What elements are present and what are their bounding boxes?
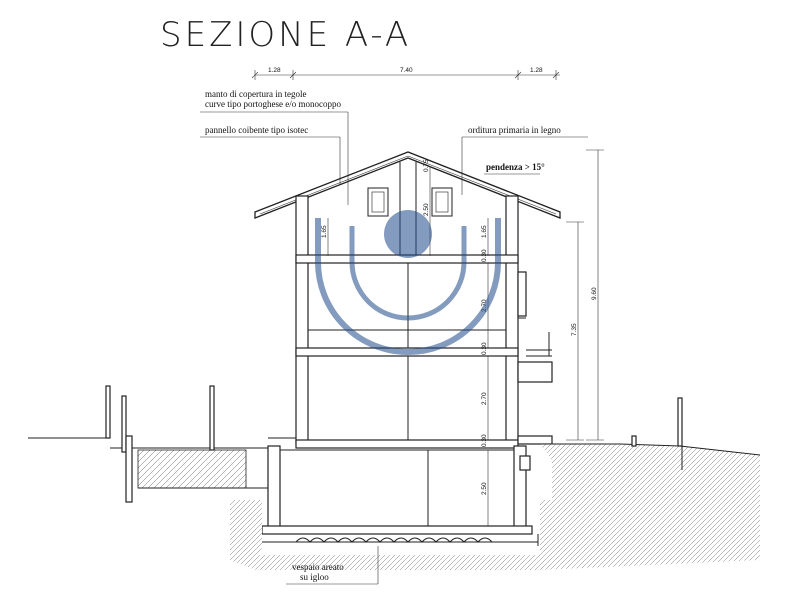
note-primary-frame: orditura primaria in legno — [468, 125, 561, 135]
note-roof-covering-1: manto di copertura in tegole — [205, 89, 307, 99]
dim-basement: 2.50 — [481, 482, 488, 495]
dim-ridge: 0.75 — [423, 159, 430, 172]
dim-slab-2: 0.30 — [481, 342, 488, 355]
dim-total-height: 9.60 — [591, 287, 598, 300]
dim-slab-1: 0.30 — [481, 249, 488, 262]
note-crawlspace-2: su igloo — [300, 572, 329, 582]
note-crawlspace-1: vespaio areato — [292, 562, 344, 572]
note-insulating-panel: pannello coibente tipo isotec — [205, 125, 309, 135]
dim-eave-right: 1.28 — [530, 67, 543, 74]
dim-attic-left: 1.65 — [321, 225, 328, 238]
external-dimensions — [566, 150, 604, 440]
dim-attic-right: 1.65 — [481, 225, 488, 238]
pavement-left — [138, 450, 246, 488]
note-slope: pendenza > 15° — [486, 162, 545, 172]
left-annotations — [200, 89, 348, 205]
dim-eave-left: 1.28 — [268, 67, 281, 74]
ground — [28, 438, 760, 570]
dim-floor1: 2.70 — [481, 392, 488, 405]
igloo-crawlspace — [256, 534, 538, 546]
top-dimension-chain — [252, 67, 560, 80]
dim-span: 7.40 — [400, 67, 413, 74]
drawing-title: SEZIONE A-A — [160, 15, 412, 55]
note-roof-covering-2: curve tipo portoghese e/o monocoppo — [205, 99, 341, 109]
dim-attic-center: 2.50 — [423, 203, 430, 216]
dim-floor2: 2.70 — [481, 299, 488, 312]
dim-slab-3: 0.30 — [481, 434, 488, 447]
dim-eave-height: 7.35 — [571, 323, 578, 336]
